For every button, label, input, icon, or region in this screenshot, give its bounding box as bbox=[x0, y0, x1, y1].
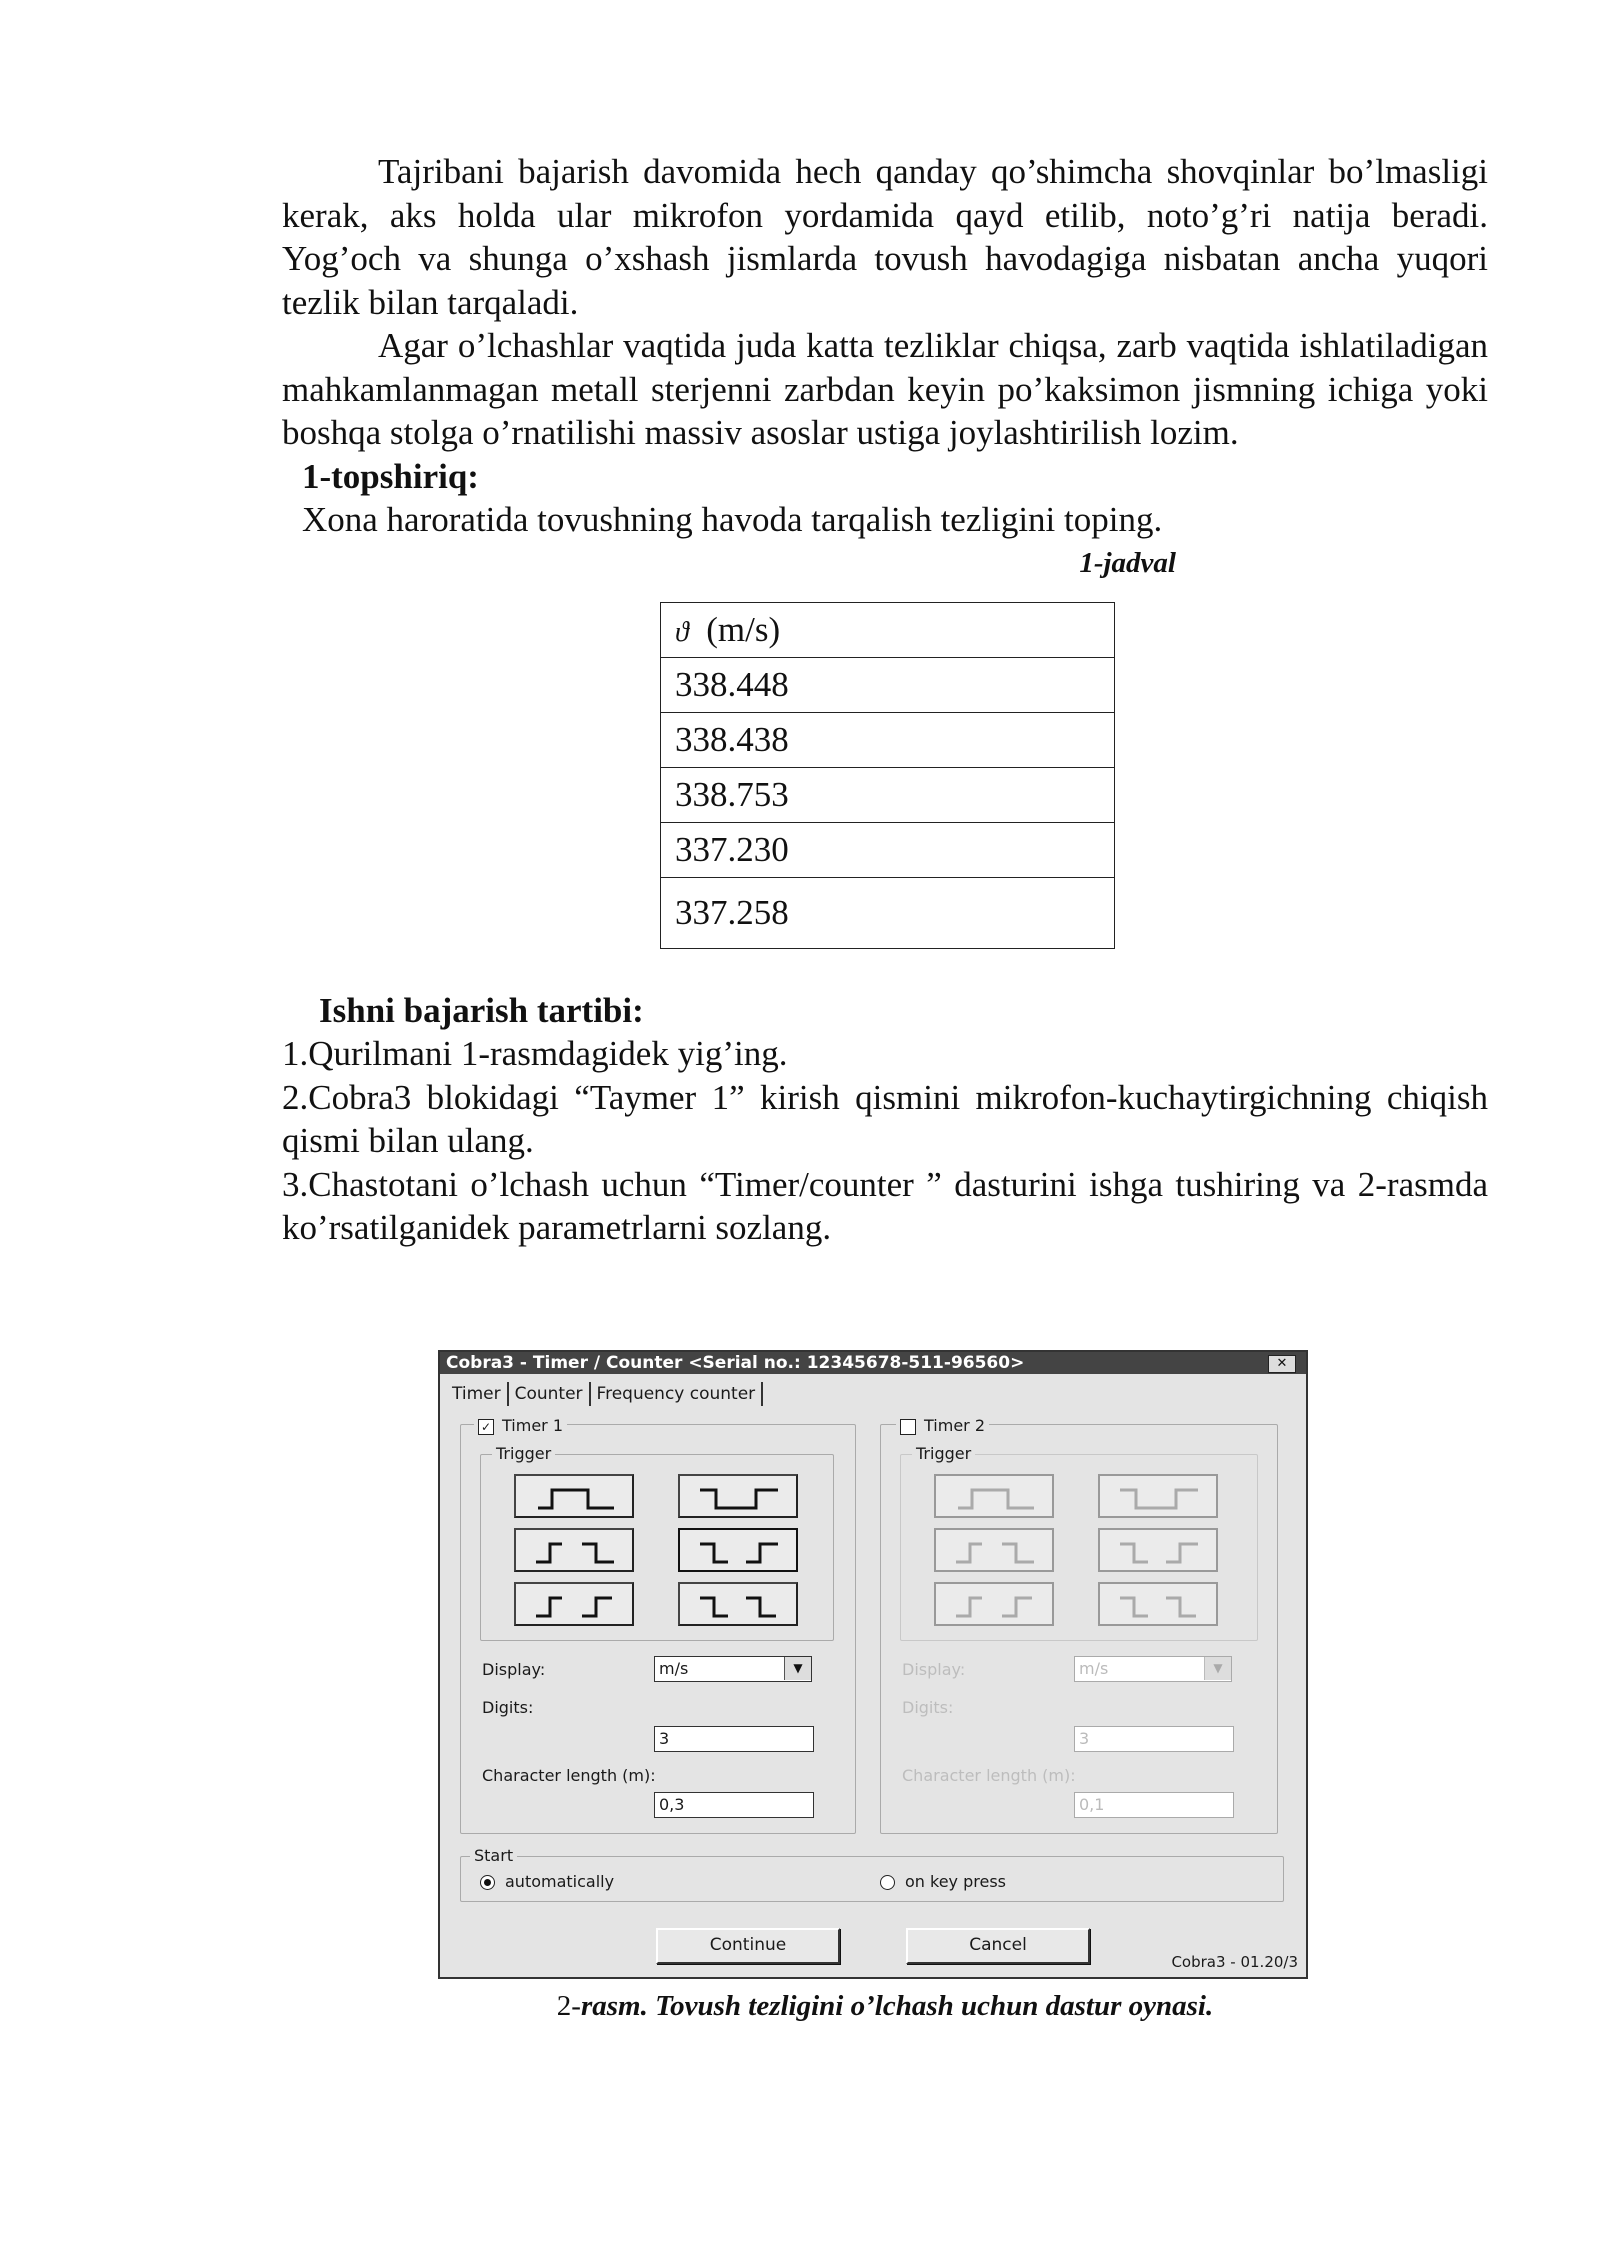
start-auto-option[interactable] bbox=[480, 1872, 614, 1891]
trigger-rising-pulse-icon bbox=[516, 1476, 636, 1520]
figure-caption bbox=[282, 1990, 1488, 2023]
table-row bbox=[661, 822, 1115, 877]
step-item: 1.Qurilmani 1-rasmdagidek yig’ing. bbox=[282, 1034, 788, 1073]
timer2-falling-pulse-icon bbox=[1100, 1476, 1220, 1520]
caption-text: rasm. Tovush tezligini o’lchash uchun dastur oynasi. bbox=[580, 1990, 1214, 2022]
table-cell: 338.448 bbox=[661, 657, 1115, 712]
velocity-symbol: ϑ bbox=[675, 616, 689, 648]
chevron-down-icon: ▼ bbox=[784, 1657, 811, 1680]
start-title: Start bbox=[470, 1846, 517, 1865]
version-label: Cobra3 - 01.20/3 bbox=[1171, 1953, 1298, 1971]
start-auto-label: automatically bbox=[505, 1872, 615, 1891]
timer2-display-label: Display: bbox=[902, 1660, 966, 1679]
timer1-trigger-title: Trigger bbox=[492, 1444, 555, 1463]
table-cell: 337.258 bbox=[661, 877, 1115, 948]
timer1-label: Timer 1 bbox=[502, 1416, 563, 1435]
trigger-fall-fall-button[interactable] bbox=[678, 1582, 798, 1626]
timer2-trigger-rise-fall-button[interactable] bbox=[934, 1528, 1054, 1572]
timer2-trigger-falling-pulse-button[interactable] bbox=[1098, 1474, 1218, 1518]
table-header-cell bbox=[661, 602, 1115, 657]
table-row bbox=[661, 767, 1115, 822]
page-content bbox=[282, 150, 1488, 1250]
trigger-fall-rise-button[interactable] bbox=[678, 1528, 798, 1572]
close-icon[interactable]: ✕ bbox=[1268, 1355, 1296, 1373]
timer2-rise-fall-icon bbox=[936, 1530, 1056, 1574]
step-item: 3.Chastotani o’lchash uchun “Timer/counter ” dasturini ishga tushiring va 2-rasmda ko’rsatilganidek parametrlarni sozlang. bbox=[282, 1164, 1488, 1247]
timer2-trigger-rising-pulse-button[interactable] bbox=[934, 1474, 1054, 1518]
tab-frequency-counter[interactable]: Frequency counter bbox=[591, 1382, 764, 1406]
trigger-rise-rise-button[interactable] bbox=[514, 1582, 634, 1626]
timer1-char-length-label: Character length (m): bbox=[482, 1766, 656, 1785]
timer2-digits-input[interactable]: 3 bbox=[1074, 1726, 1234, 1752]
timer2-title bbox=[896, 1416, 989, 1435]
timer1-char-length-input[interactable]: 0,3 bbox=[654, 1792, 814, 1818]
table-row bbox=[661, 877, 1115, 948]
timer1-display-label: Display: bbox=[482, 1660, 546, 1679]
timer2-trigger-title: Trigger bbox=[912, 1444, 975, 1463]
timer1-title bbox=[474, 1416, 567, 1435]
timer2-checkbox[interactable] bbox=[900, 1419, 916, 1435]
table-cell: 338.753 bbox=[661, 767, 1115, 822]
timer2-char-length-label: Character length (m): bbox=[902, 1766, 1076, 1785]
timer2-trigger-fall-rise-button[interactable] bbox=[1098, 1528, 1218, 1572]
timer1-digits-label: Digits: bbox=[482, 1698, 534, 1717]
timer2-digits-label: Digits: bbox=[902, 1698, 954, 1717]
timer2-trigger-fall-fall-button[interactable] bbox=[1098, 1582, 1218, 1626]
velocity-unit: (m/s) bbox=[706, 609, 781, 649]
table-header-row bbox=[661, 602, 1115, 657]
timer2-rising-pulse-icon bbox=[936, 1476, 1056, 1520]
trigger-fall-fall-icon bbox=[680, 1584, 800, 1628]
timer2-fall-fall-icon bbox=[1100, 1584, 1220, 1628]
radio-selected-icon bbox=[480, 1875, 495, 1890]
dialog-titlebar bbox=[440, 1352, 1306, 1374]
table-label: 1-jadval bbox=[1079, 546, 1176, 579]
tab-counter[interactable]: Counter bbox=[509, 1382, 591, 1406]
trigger-rise-fall-icon bbox=[516, 1530, 636, 1574]
task-heading: 1-topshiriq: bbox=[302, 456, 479, 496]
results-table bbox=[660, 602, 1115, 949]
steps-heading: Ishni bajarish tartibi: bbox=[319, 990, 644, 1030]
cobra3-dialog bbox=[438, 1350, 1308, 1979]
timer1-display-select[interactable] bbox=[654, 1656, 812, 1682]
table-row bbox=[661, 657, 1115, 712]
tab-timer[interactable]: Timer bbox=[446, 1382, 509, 1406]
continue-button[interactable]: Continue bbox=[656, 1928, 840, 1964]
timer2-display-value: m/s bbox=[1079, 1659, 1109, 1678]
start-key-option[interactable] bbox=[880, 1872, 1006, 1891]
dialog-title: Cobra3 - Timer / Counter <Serial no.: 12345678-511-96560> bbox=[446, 1353, 1025, 1373]
timer2-char-length-input[interactable]: 0,1 bbox=[1074, 1792, 1234, 1818]
chevron-down-icon: ▼ bbox=[1204, 1657, 1231, 1680]
trigger-rise-rise-icon bbox=[516, 1584, 636, 1628]
trigger-falling-pulse-icon bbox=[680, 1476, 800, 1520]
dialog-tabs bbox=[446, 1382, 763, 1406]
trigger-fall-rise-icon bbox=[680, 1530, 800, 1574]
caption-number: 2- bbox=[556, 1990, 581, 2022]
trigger-rise-fall-button[interactable] bbox=[514, 1528, 634, 1572]
step-item: 2.Cobra3 blokidagi “Taymer 1” kirish qismini mikrofon-kuchaytirgichning chiqish qismi bilan ulang. bbox=[282, 1077, 1488, 1160]
timer2-rise-rise-icon bbox=[936, 1584, 1056, 1628]
timer1-display-value: m/s bbox=[659, 1659, 689, 1678]
timer2-fall-rise-icon bbox=[1100, 1530, 1220, 1574]
start-key-label: on key press bbox=[905, 1872, 1007, 1891]
timer1-checkbox[interactable]: ✓ bbox=[478, 1419, 494, 1435]
timer1-digits-input[interactable]: 3 bbox=[654, 1726, 814, 1752]
trigger-falling-pulse-button[interactable] bbox=[678, 1474, 798, 1518]
cancel-button[interactable]: Cancel bbox=[906, 1928, 1090, 1964]
timer2-display-select[interactable] bbox=[1074, 1656, 1232, 1682]
table-cell: 338.438 bbox=[661, 712, 1115, 767]
radio-unselected-icon bbox=[880, 1875, 895, 1890]
paragraph-2: Agar o’lchashlar vaqtida juda katta tezliklar chiqsa, zarb vaqtida ishlatiladigan mahkamlanmagan metall sterjenni zarbdan keyin po’kaksimon jismning ichiga yoki boshqa stolga o’rnatilishi massiv asoslar ustiga joylashtirilish lozim. bbox=[282, 326, 1488, 452]
paragraph-1: Tajribani bajarish davomida hech qanday qo’shimcha shovqinlar bo’lmasligi kerak, aks holda ular mikrofon yordamida qayd etilib, noto’g’ri natija beradi. Yog’och va shunga o’xshash jismlarda tovush havodagiga nisbatan ancha yuqori tezlik bilan tarqaladi. bbox=[282, 152, 1488, 322]
table-cell: 337.230 bbox=[661, 822, 1115, 877]
timer2-label: Timer 2 bbox=[924, 1416, 985, 1435]
task-text: Xona haroratida tovushning havoda tarqalish tezligini toping. bbox=[302, 500, 1163, 539]
trigger-rising-pulse-button[interactable] bbox=[514, 1474, 634, 1518]
table-row bbox=[661, 712, 1115, 767]
timer2-trigger-rise-rise-button[interactable] bbox=[934, 1582, 1054, 1626]
